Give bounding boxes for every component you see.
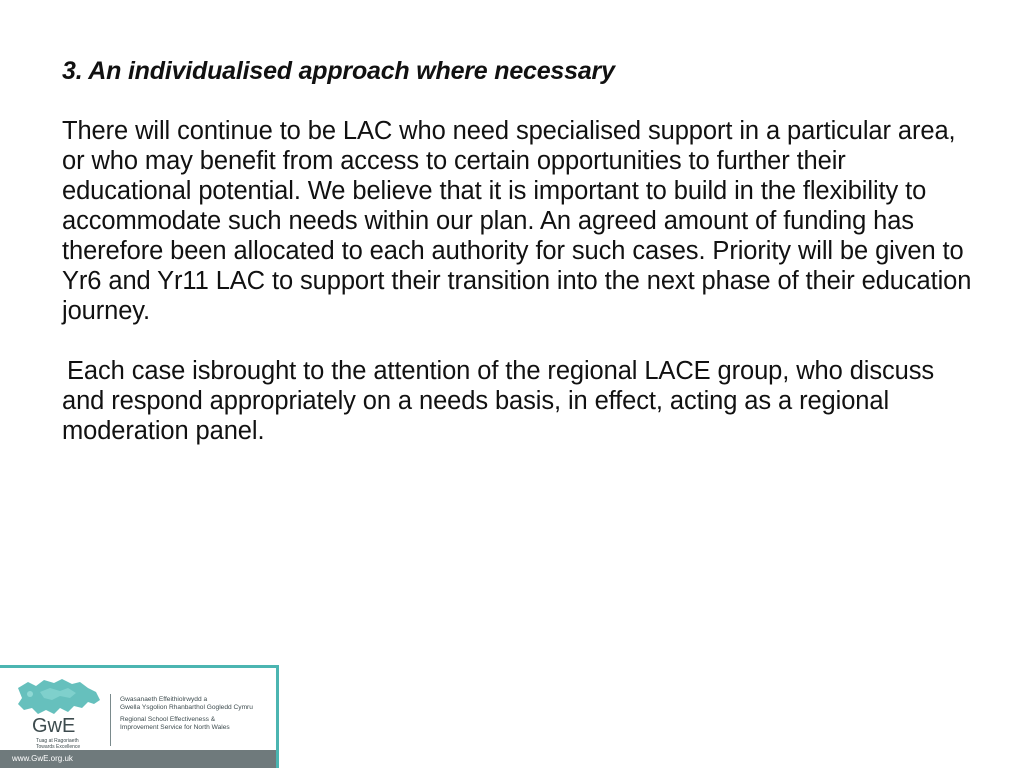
- tagline-english: Towards Excellence: [36, 744, 81, 750]
- slide-content: [62, 54, 972, 446]
- english-name-line-1: Regional School Effectiveness &: [120, 716, 216, 723]
- welsh-name-line-1: Gwasanaeth Effeithiolrwydd a: [120, 696, 208, 703]
- gwe-footer-logo: [0, 665, 279, 768]
- welsh-name-line-2: Gwella Ysgolion Rhanbarthol Gogledd Cymru: [120, 704, 253, 711]
- body-paragraph-2: Each case isbrought to the attention of the regional LACE group, who discuss and respond appropriately on a needs basis, in effect, acting as a regional moderation panel.: [62, 357, 935, 445]
- body-paragraph-1: There will continue to be LAC who need specialised support in a particular area, or who may benefit from access to certain opportunities to further their educational potential. We believe that it is important to build in the flexibility to accommodate such needs within our plan. An agreed amount of funding has therefore been allocated to each authority for such cases. Priority will be given to Yr6 and Yr11 LAC to support their transition into the next phase of their education journey.: [62, 117, 972, 325]
- gwe-logo-wordmark: GwE: [32, 715, 76, 737]
- tagline-welsh: Tuag at Ragoriaeth: [36, 738, 79, 744]
- english-name-line-2: Improvement Service for North Wales: [120, 724, 230, 731]
- website-link[interactable]: www.GwE.org.uk: [0, 750, 276, 768]
- slide-heading: 3. An individualised approach where necessary: [62, 57, 615, 85]
- logo-divider: [110, 694, 111, 746]
- gwe-logo-map-icon: [10, 674, 106, 752]
- logo-description: [120, 696, 270, 732]
